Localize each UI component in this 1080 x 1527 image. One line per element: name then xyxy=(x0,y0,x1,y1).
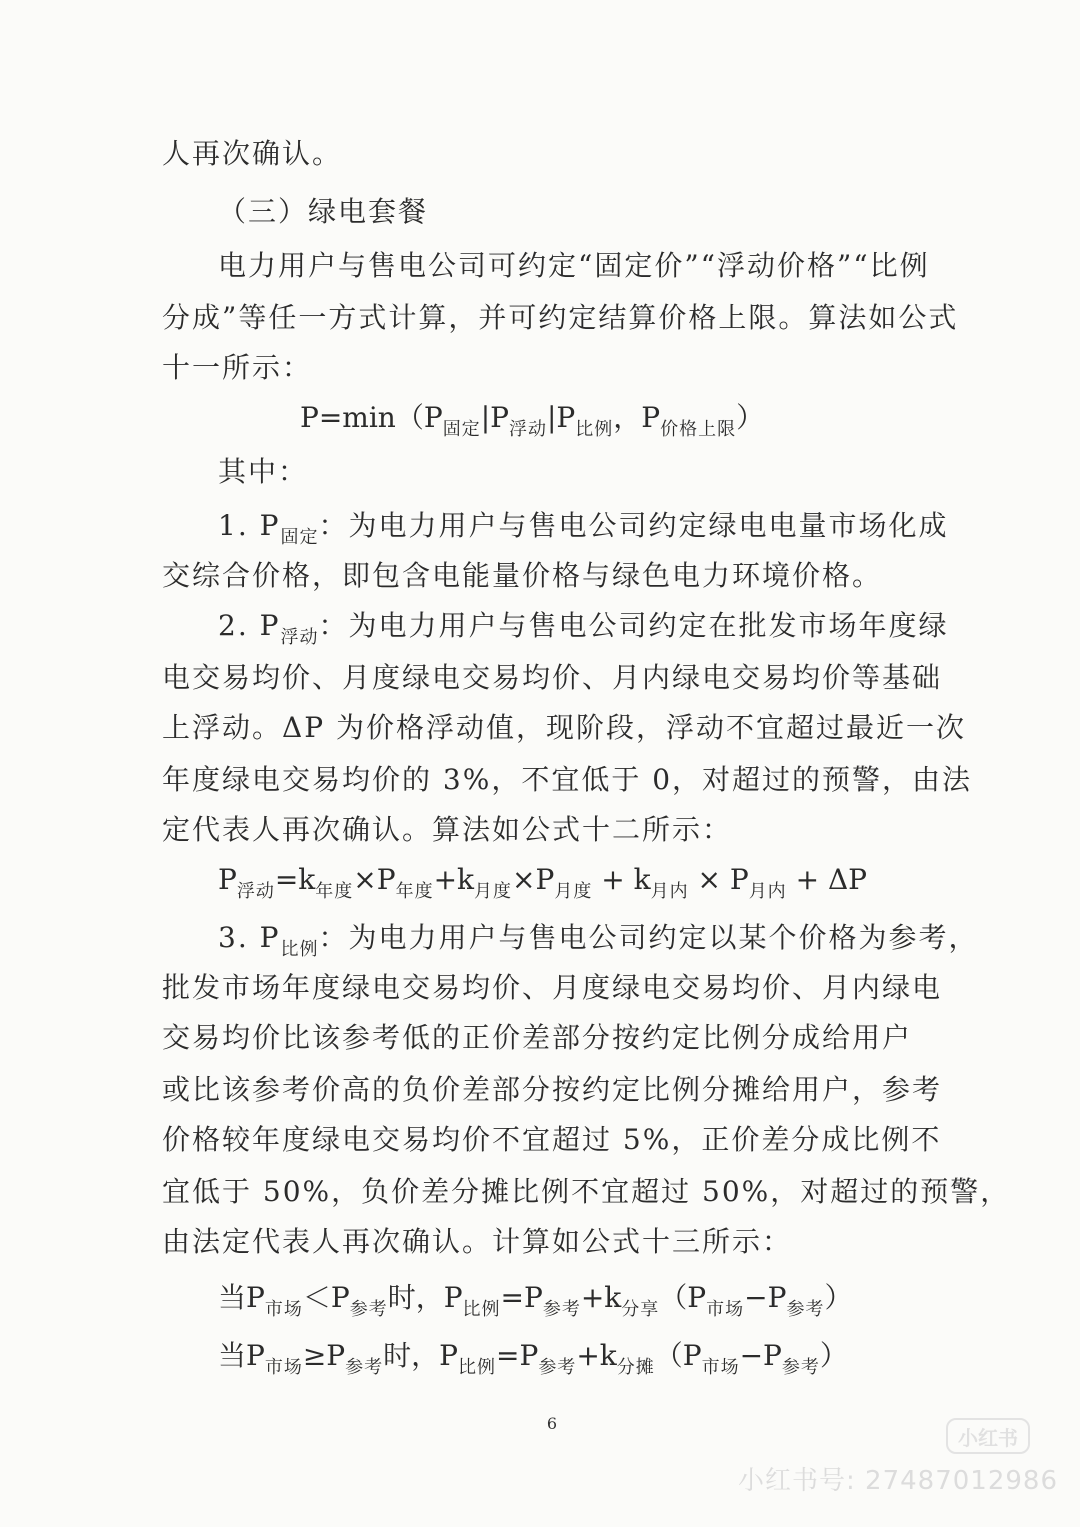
paragraph-line: 人再次确认。 xyxy=(162,137,343,170)
formula-thirteen-b: 当$P_{市场}\ge P_{参考}$时，$P_{比例}=P_{参考}+k_{分摊}(P_{市场}-P_{参考})$ xyxy=(218,1339,848,1378)
watermark-logo: 小红书 xyxy=(946,1418,1030,1454)
paragraph-line: 电交易均价、月度绿电交易均价、月内绿电交易均价等基础 xyxy=(162,661,943,694)
paragraph-line: 年度绿电交易均价的 3%，不宜低于 0，对超过的预警，由法 xyxy=(162,763,973,796)
paragraph-line: 电力用户与售电公司可约定“固定价”“浮动价格”“比例 xyxy=(218,249,930,282)
paragraph-line: 或比该参考价高的负价差部分按约定比例分摊给用户，参考 xyxy=(162,1073,943,1106)
paragraph-line: 价格较年度绿电交易均价不宜超过 5%，正价差分成比例不 xyxy=(162,1123,942,1156)
paragraph-line: 上浮动。ΔP 为价格浮动值，现阶段，浮动不宜超过最近一次 xyxy=(162,711,966,744)
section-heading: （三）绿电套餐 xyxy=(218,195,429,228)
paragraph-line: 宜低于 50%，负价差分摊比例不宜超过 50%，对超过的预警， xyxy=(162,1175,1011,1208)
formula-twelve: $P_{浮动}=k_{年度}\times P_{年度}+k_{月度}\times P_{月度} + k_{月内} \times P_{月内} + \Delta P$ xyxy=(218,863,868,902)
paragraph-line: 定代表人再次确认。算法如公式十二所示： xyxy=(162,813,733,846)
paragraph-line: 分成”等任一方式计算，并可约定结算价格上限。算法如公式 xyxy=(162,301,959,334)
paragraph-line: 十一所示： xyxy=(162,351,313,384)
formula-thirteen-a: 当$P_{市场}<P_{参考}$时，$P_{比例}=P_{参考}+k_{分享}(P_{市场}-P_{参考})$ xyxy=(218,1281,853,1320)
paragraph-line: 批发市场年度绿电交易均价、月度绿电交易均价、月内绿电 xyxy=(162,971,943,1004)
paragraph-line: 其中： xyxy=(218,455,309,488)
paragraph-line: 由法定代表人再次确认。计算如公式十三所示： xyxy=(162,1225,793,1258)
page-number: 6 xyxy=(546,1414,558,1433)
item-one: 1. $P_{固定}$：为电力用户与售电公司约定绿电电量市场化成 xyxy=(218,509,949,548)
formula-eleven: $P=\min(P_{固定}|P_{浮动}|P_{比例}$，$P_{价格上限}$） xyxy=(300,401,765,440)
item-two: 2. $P_{浮动}$：为电力用户与售电公司约定在批发市场年度绿 xyxy=(218,609,949,648)
item-three: 3. $P_{比例}$：为电力用户与售电公司约定以某个价格为参考， xyxy=(218,921,979,960)
watermark-text: 小红书号: 27487012986 xyxy=(738,1466,1058,1496)
paragraph-line: 交易均价比该参考低的正价差部分按约定比例分成给用户 xyxy=(162,1021,913,1054)
paragraph-line: 交综合价格，即包含电能量价格与绿色电力环境价格。 xyxy=(162,559,883,592)
